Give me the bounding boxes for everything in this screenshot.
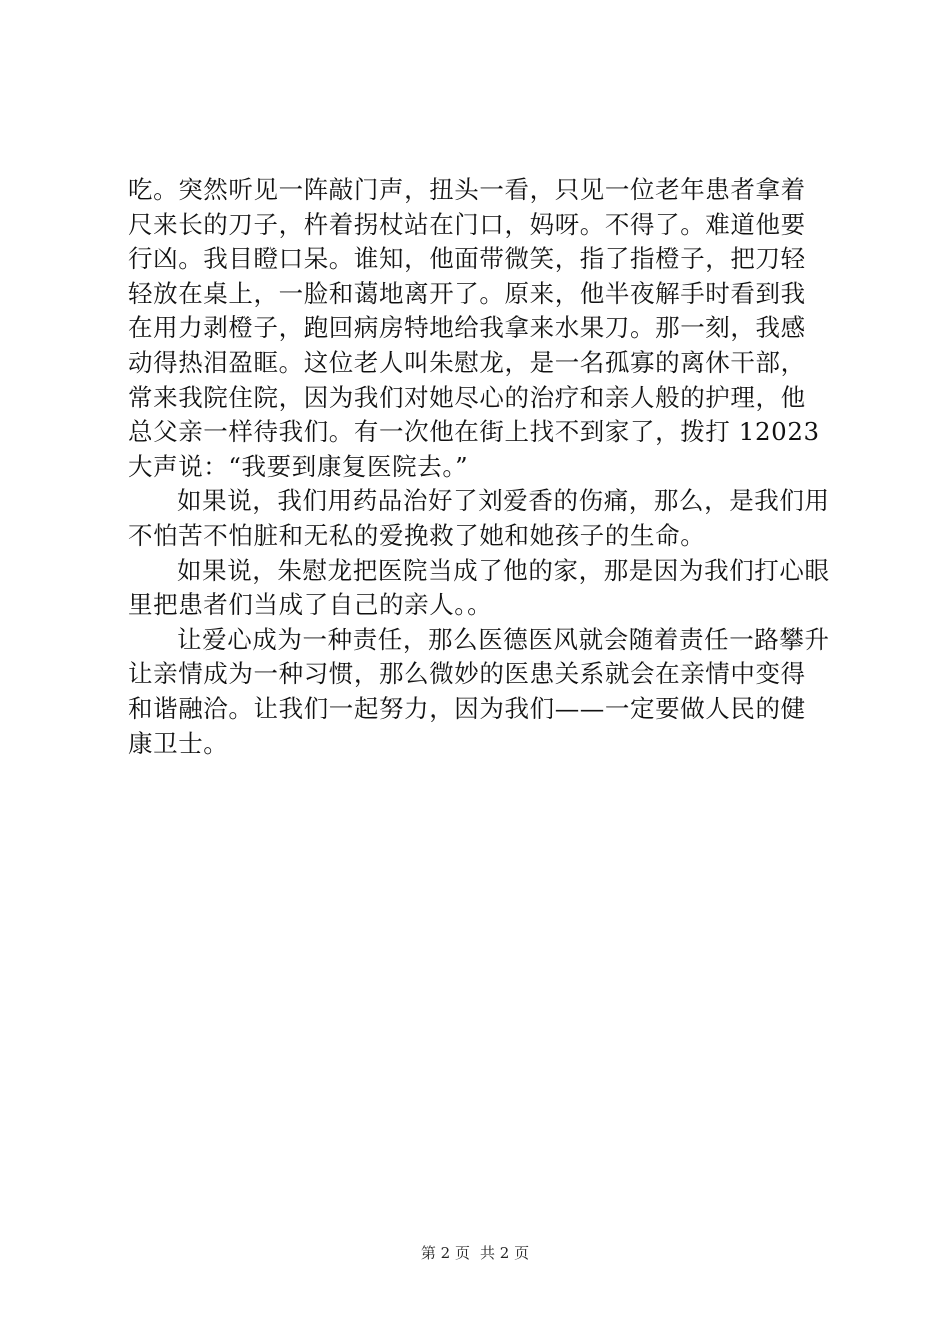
text-line: 尺来长的刀子，杵着拐杖站在门口，妈呀。不得了。难道他要 — [128, 209, 806, 239]
body-text — [128, 173, 840, 761]
paragraph-3 — [128, 554, 840, 623]
text-line: 不怕苦不怕脏和无私的爱挽救了她和她孩子的生命。 — [128, 520, 706, 550]
text-line: 吃。突然听见一阵敲门声，扭头一看，只见一位老年患者拿着 — [128, 175, 806, 204]
text-line: 大声说：“我要到康复医院去。” — [128, 451, 469, 481]
paragraph-1 — [128, 173, 840, 484]
paragraph-2 — [128, 484, 840, 553]
text-line: 如果说，朱慰龙把医院当成了他的家，那是因为我们打心眼 — [177, 555, 830, 585]
text-line: 轻放在桌上，一脸和蔼地离开了。原来，他半夜解手时看到我 — [128, 278, 806, 308]
page-footer — [0, 1243, 950, 1263]
text-line: 和谐融洽。让我们一起努力，因为我们——一定要做人民的健 — [128, 693, 806, 723]
text-line: 让爱心成为一种责任，那么医德医风就会随着责任一路攀升 — [177, 624, 830, 654]
text-line: 常来我院住院，因为我们对她尽心的治疗和亲人般的护理，他 — [128, 382, 806, 412]
text-line: 康卫士。 — [128, 728, 229, 758]
text-line: 在用力剥橙子，跑回病房特地给我拿来水果刀。那一刻，我感 — [128, 313, 806, 343]
text-line: 行凶。我目瞪口呆。谁知，他面带微笑，指了指橙子，把刀轻 — [128, 244, 806, 274]
page-total: 共 2 页 — [480, 1244, 530, 1262]
text-line: 如果说，我们用药品治好了刘爱香的伤痛，那么，是我们用 — [177, 486, 830, 516]
text-line: 让亲情成为一种习惯，那么微妙的医患关系就会在亲情中变得 — [128, 659, 806, 689]
text-line: 总父亲一样待我们。有一次他在街上找不到家了，拨打 12023 — [128, 417, 820, 447]
text-line: 里把患者们当成了自己的亲人。。 — [128, 590, 493, 620]
paragraph-4 — [128, 623, 840, 761]
text-line: 动得热泪盈眶。这位老人叫朱慰龙，是一名孤寡的离休干部， — [128, 347, 806, 377]
page-number: 第 2 页 — [420, 1244, 470, 1262]
